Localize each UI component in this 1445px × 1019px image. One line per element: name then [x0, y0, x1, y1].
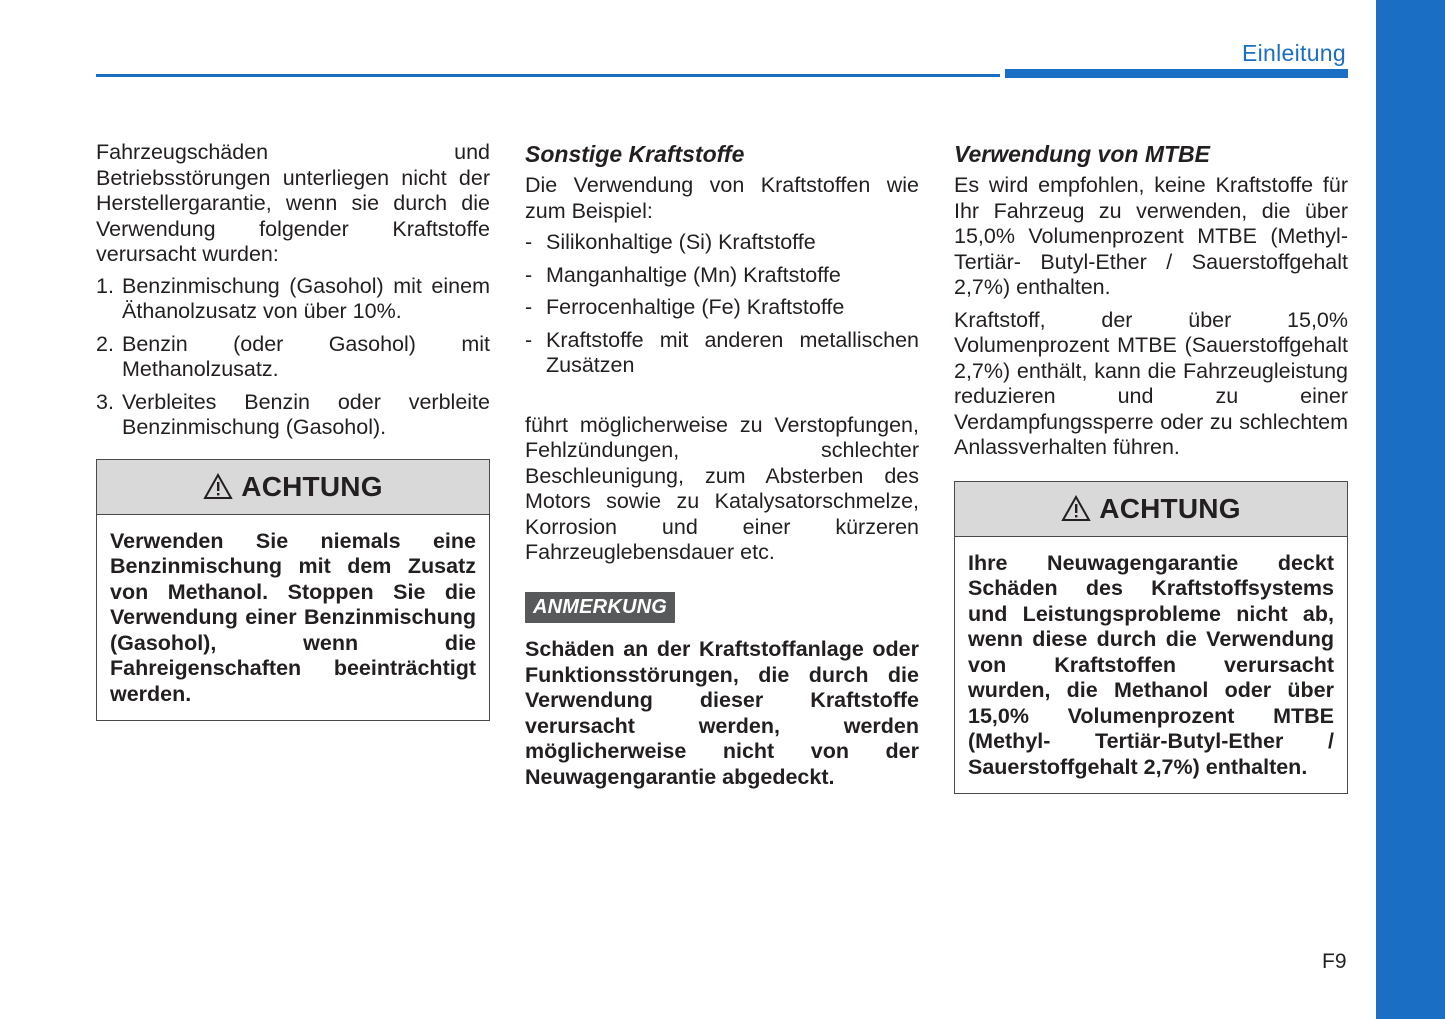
page-number: F9 — [1322, 950, 1347, 973]
header-rule — [96, 74, 1000, 77]
section-title: Einleitung — [1241, 40, 1346, 66]
note-badge: ANMERKUNG — [525, 592, 675, 624]
list-item: 2. Benzin (oder Gasohol) mit Methanolzusatz. — [96, 331, 490, 381]
warning-title: ACHTUNG — [241, 470, 383, 502]
list-item: - Kraftstoffe mit anderen metallischen Zusätzen — [525, 327, 919, 377]
warning-header — [97, 460, 489, 515]
warning-triangle-icon — [1061, 495, 1091, 522]
column-middle — [525, 140, 919, 790]
warning-box — [954, 481, 1348, 795]
list-item: - Silikonhaltige (Si) Kraftstoffe — [525, 230, 816, 254]
warning-header — [955, 482, 1347, 537]
list-item: 1. Benzinmischung (Gasohol) mit einem Äthanolzusatz von über 10%. — [96, 273, 490, 323]
header-rule-accent — [1005, 69, 1348, 78]
note-text: Schäden an der Kraftstoffanlage oder Funktionsstörungen, die durch die Verwendung dieser Kraftstoffe verursacht werden, werden möglicherweise nicht von der Neuwagengarantie abgedeckt. — [525, 637, 919, 789]
section-heading: Sonstige Kraftstoffe — [525, 141, 745, 167]
intro-paragraph: Die Verwendung von Kraftstoffen wie zum Beispiel: — [525, 173, 919, 223]
chapter-side-tab — [1376, 0, 1445, 1019]
column-left — [96, 140, 490, 721]
fuel-additive-list — [525, 230, 919, 379]
note-section — [525, 592, 919, 791]
list-item: - Manganhaltige (Mn) Kraftstoffe — [525, 262, 841, 287]
paragraph: Kraftstoff, der über 15,0% Volumenprozent MTBE (Sauerstoffgehalt 2,7%) enthält, kann die Fahrzeugleistung reduzieren und zu einer Verdampfungssperre oder zu schlechtem Anlassverhalten führen. — [954, 307, 1348, 459]
intro-paragraph: Fahrzeugschäden und Betriebsstörungen unterliegen nicht der Herstellergarantie, wenn sie durch die Verwendung folgender Kraftstoffe verursacht wurden: — [96, 140, 490, 266]
section-heading: Verwendung von MTBE — [954, 141, 1210, 167]
column-right — [954, 140, 1348, 794]
warning-text: Ihre Neuwagengarantie deckt Schäden des Kraftstoffsystems und Leistungsprobleme nicht ab, wenn diese durch die Verwendung von Kraftstoffen verursacht wurden, die Methanol oder über 15,0% Volumenprozent MTBE (Methyl- Tertiär-Butyl-Ether / Sauerstoffgehalt 2,7%) enthalten. — [968, 550, 1334, 779]
warning-text: Verwenden Sie niemals eine Benzinmischung mit dem Zusatz von Methanol. Stoppen Sie die Verwendung einer Benzinmischung (Gasohol), wenn die Fahreigenschaften beeinträchtigt werden. — [110, 528, 476, 706]
warning-box — [96, 459, 490, 722]
fuel-list — [96, 274, 490, 441]
warning-title: ACHTUNG — [1099, 492, 1241, 524]
warning-triangle-icon — [203, 473, 233, 500]
list-item: 3. Verbleites Benzin oder verbleite Benzinmischung (Gasohol). — [96, 389, 490, 439]
list-item: - Ferrocenhaltige (Fe) Kraftstoffe — [525, 295, 845, 319]
paragraph: Es wird empfohlen, keine Kraftstoffe für Ihr Fahrzeug zu verwenden, die über 15,0% Volumenprozent MTBE (Methyl-Tertiär- Butyl-Ether / Sauerstoffgehalt 2,7%) enthalten. — [954, 173, 1348, 299]
consequence-paragraph: führt möglicherweise zu Verstopfungen, Fehlzündungen, schlechter Beschleunigung, zum Absterben des Motors sowie zu Katalysatorschmelze, Korrosion und einer kürzeren Fahrzeuglebensdauer etc. — [525, 412, 919, 564]
